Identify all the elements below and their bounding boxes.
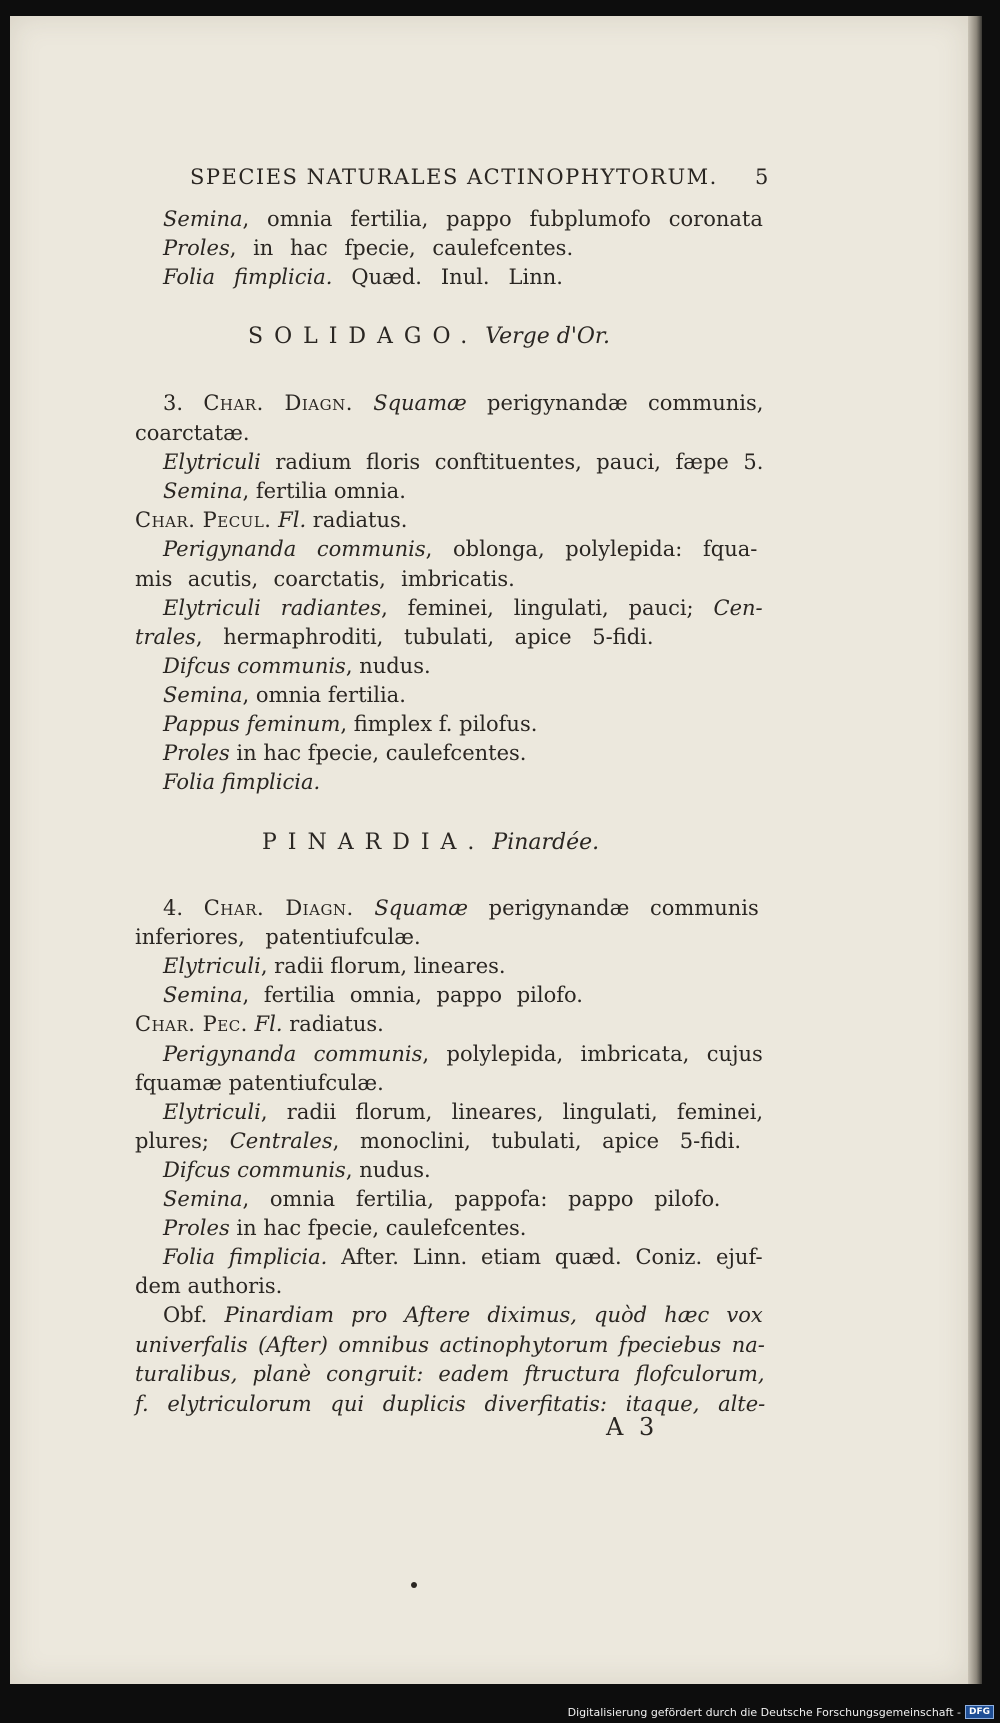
text-fragment (354, 896, 375, 920)
text-line (163, 1098, 763, 1128)
dfg-logo: DFG (965, 1705, 994, 1719)
text-fragment: Pinardiam pro Aftere diximus, quòd hæc vox (224, 1303, 763, 1327)
text-line (135, 1272, 282, 1302)
text-fragment: Semina (163, 1187, 243, 1211)
genus-heading (262, 828, 599, 858)
text-line (163, 389, 763, 419)
text-fragment: , radii florum, lineares, lingulati, feminei, (260, 1100, 764, 1124)
text-line (135, 565, 515, 595)
text-fragment: in hac fpecie, caulefcentes. (229, 741, 527, 765)
text-line (135, 923, 421, 953)
text-fragment: Pinardée. (492, 830, 600, 855)
text-fragment: After (266, 1333, 320, 1357)
text-fragment: Cen- (713, 596, 763, 620)
text-line (135, 1390, 765, 1420)
text-fragment: Verge d'Or. (485, 324, 611, 349)
text-fragment: Squamæ (373, 391, 467, 415)
text-line (163, 594, 763, 624)
text-fragment: , monoclini, tubulati, apice 5-fidi. (332, 1129, 742, 1153)
text-fragment: Semina (163, 983, 243, 1007)
text-fragment: Folia fimplicia. (163, 770, 321, 794)
text-line (163, 448, 763, 478)
text-fragment: , fertilia omnia. (242, 479, 406, 503)
text-fragment: radiatus. (282, 1012, 384, 1036)
text-line (163, 652, 431, 682)
text-fragment: Char. Pecul. (135, 508, 272, 532)
text-line (163, 535, 757, 565)
page-edge (968, 16, 982, 1684)
digitization-footer (568, 1705, 994, 1719)
signature-mark: A 3 (606, 1413, 659, 1441)
text-fragment: Semina (163, 683, 243, 707)
text-fragment: Semina (163, 479, 243, 503)
text-fragment: perigynandæ communis, (466, 391, 764, 415)
text-fragment: , hermaphroditi, tubulati, apice 5-fidi. (195, 625, 654, 649)
text-fragment: coarctatæ. (135, 421, 250, 445)
text-line (163, 1185, 720, 1215)
text-fragment: , omnia fertilia, pappo fubplumofo coronata (242, 207, 763, 231)
text-fragment: Perigynanda communis (163, 537, 426, 561)
text-fragment: Elytriculi (163, 450, 261, 474)
text-fragment: ) omnibus actinophytorum fpeciebus na- (319, 1333, 765, 1357)
text-fragment: Char. Diagn. (203, 391, 353, 415)
text-fragment: perigynandæ communis (467, 896, 759, 920)
text-fragment: Pappus feminum (163, 712, 341, 736)
text-line (135, 1331, 765, 1361)
text-fragment: , fertilia omnia, pappo pilofo. (242, 983, 583, 1007)
text-fragment: , nudus. (345, 654, 431, 678)
text-line (163, 710, 537, 740)
text-fragment: , oblonga, polylepida: fqua- (425, 537, 758, 561)
text-fragment: , feminei, lingulati, pauci; (381, 596, 714, 620)
text-fragment: Elytriculi (163, 1100, 261, 1124)
text-line (163, 894, 759, 924)
text-fragment: Centrales (229, 1129, 333, 1153)
text-line (163, 1156, 431, 1186)
text-fragment: Proles (163, 236, 230, 260)
text-fragment: Fl. (254, 1012, 283, 1036)
text-fragment: mis acutis, coarctatis, imbricatis. (135, 567, 515, 591)
text-fragment: Elytriculi (163, 954, 261, 978)
text-fragment: Semina (163, 207, 243, 231)
text-fragment: Difcus communis (163, 1158, 346, 1182)
text-fragment: PINARDIA. (262, 830, 486, 855)
text-line (163, 1301, 763, 1331)
text-line (135, 1360, 765, 1390)
text-line (163, 477, 406, 507)
text-fragment: Elytriculi radiantes (163, 596, 382, 620)
text-line (135, 1127, 741, 1157)
running-title: SPECIES NATURALES ACTINOPHYTORUM. (190, 165, 718, 189)
text-fragment: SOLIDAGO. (248, 324, 479, 349)
text-fragment: , omnia fertilia. (242, 683, 406, 707)
footer-text: Digitalisierung gefördert durch die Deutsche Forschungsgemeinschaft - (567, 1705, 961, 1719)
text-line (163, 1243, 763, 1273)
text-line (135, 623, 654, 653)
text-fragment: , nudus. (345, 1158, 431, 1182)
text-fragment: dem authoris. (135, 1274, 283, 1298)
text-line (163, 1214, 526, 1244)
text-fragment: Squamæ (374, 896, 468, 920)
text-line (163, 234, 573, 264)
text-fragment: univerfalis ( (135, 1333, 267, 1357)
text-line (163, 952, 506, 982)
text-fragment (248, 1012, 255, 1036)
text-fragment: Char. Diagn. (203, 896, 354, 920)
text-fragment: plures; (135, 1129, 230, 1153)
text-line (163, 768, 320, 798)
text-fragment: , omnia fertilia, pappofa: pappo pilofo. (242, 1187, 721, 1211)
text-fragment: Fl. (278, 508, 307, 532)
text-fragment: 3. (163, 391, 204, 415)
text-fragment: Folia fimplicia. (163, 265, 333, 289)
text-fragment: trales (135, 625, 196, 649)
text-fragment: Char. Pec. (135, 1012, 248, 1036)
text-fragment: radium floris conftituentes, pauci, fæpe 5. (260, 450, 764, 474)
text-fragment: , polylepida, imbricata, cujus (422, 1042, 763, 1066)
text-line (163, 263, 563, 293)
text-line (163, 1040, 763, 1070)
text-fragment: Obf. (163, 1303, 225, 1327)
text-fragment: in hac fpecie, caulefcentes. (229, 1216, 527, 1240)
text-fragment: , in hac fpecie, caulefcentes. (229, 236, 574, 260)
text-line (163, 205, 763, 235)
page-number: 5 (755, 165, 770, 189)
text-fragment: inferiores, patentiufculæ. (135, 925, 421, 949)
text-fragment: radiatus. (306, 508, 408, 532)
text-fragment: , radii florum, lineares. (260, 954, 506, 978)
text-fragment: Proles (163, 1216, 230, 1240)
genus-heading (248, 322, 610, 352)
text-fragment: After. Linn. etiam quæd. Coniz. ejuf- (327, 1245, 763, 1269)
text-line (163, 739, 526, 769)
text-fragment: Folia fimplicia. (163, 1245, 328, 1269)
text-fragment: fquamæ patentiufculæ. (135, 1071, 384, 1095)
text-fragment: turalibus, planè congruit: eadem ftructura flofculorum, (135, 1362, 765, 1386)
text-fragment (353, 391, 373, 415)
text-fragment: , fimplex f. pilofus. (340, 712, 538, 736)
text-fragment: 4. (163, 896, 204, 920)
text-fragment: Quæd. Inul. Linn. (332, 265, 563, 289)
text-fragment: Perigynanda communis (163, 1042, 423, 1066)
text-line (135, 419, 250, 449)
text-fragment: Difcus communis (163, 654, 346, 678)
text-line (135, 1069, 384, 1099)
text-line (163, 981, 583, 1011)
text-line (163, 681, 406, 711)
ink-dot (411, 1582, 417, 1588)
text-line (135, 506, 407, 536)
text-fragment: Proles (163, 741, 230, 765)
text-fragment: f. elytriculorum qui duplicis diverfitatis: itaque, alte- (135, 1392, 766, 1416)
text-line (135, 1010, 384, 1040)
